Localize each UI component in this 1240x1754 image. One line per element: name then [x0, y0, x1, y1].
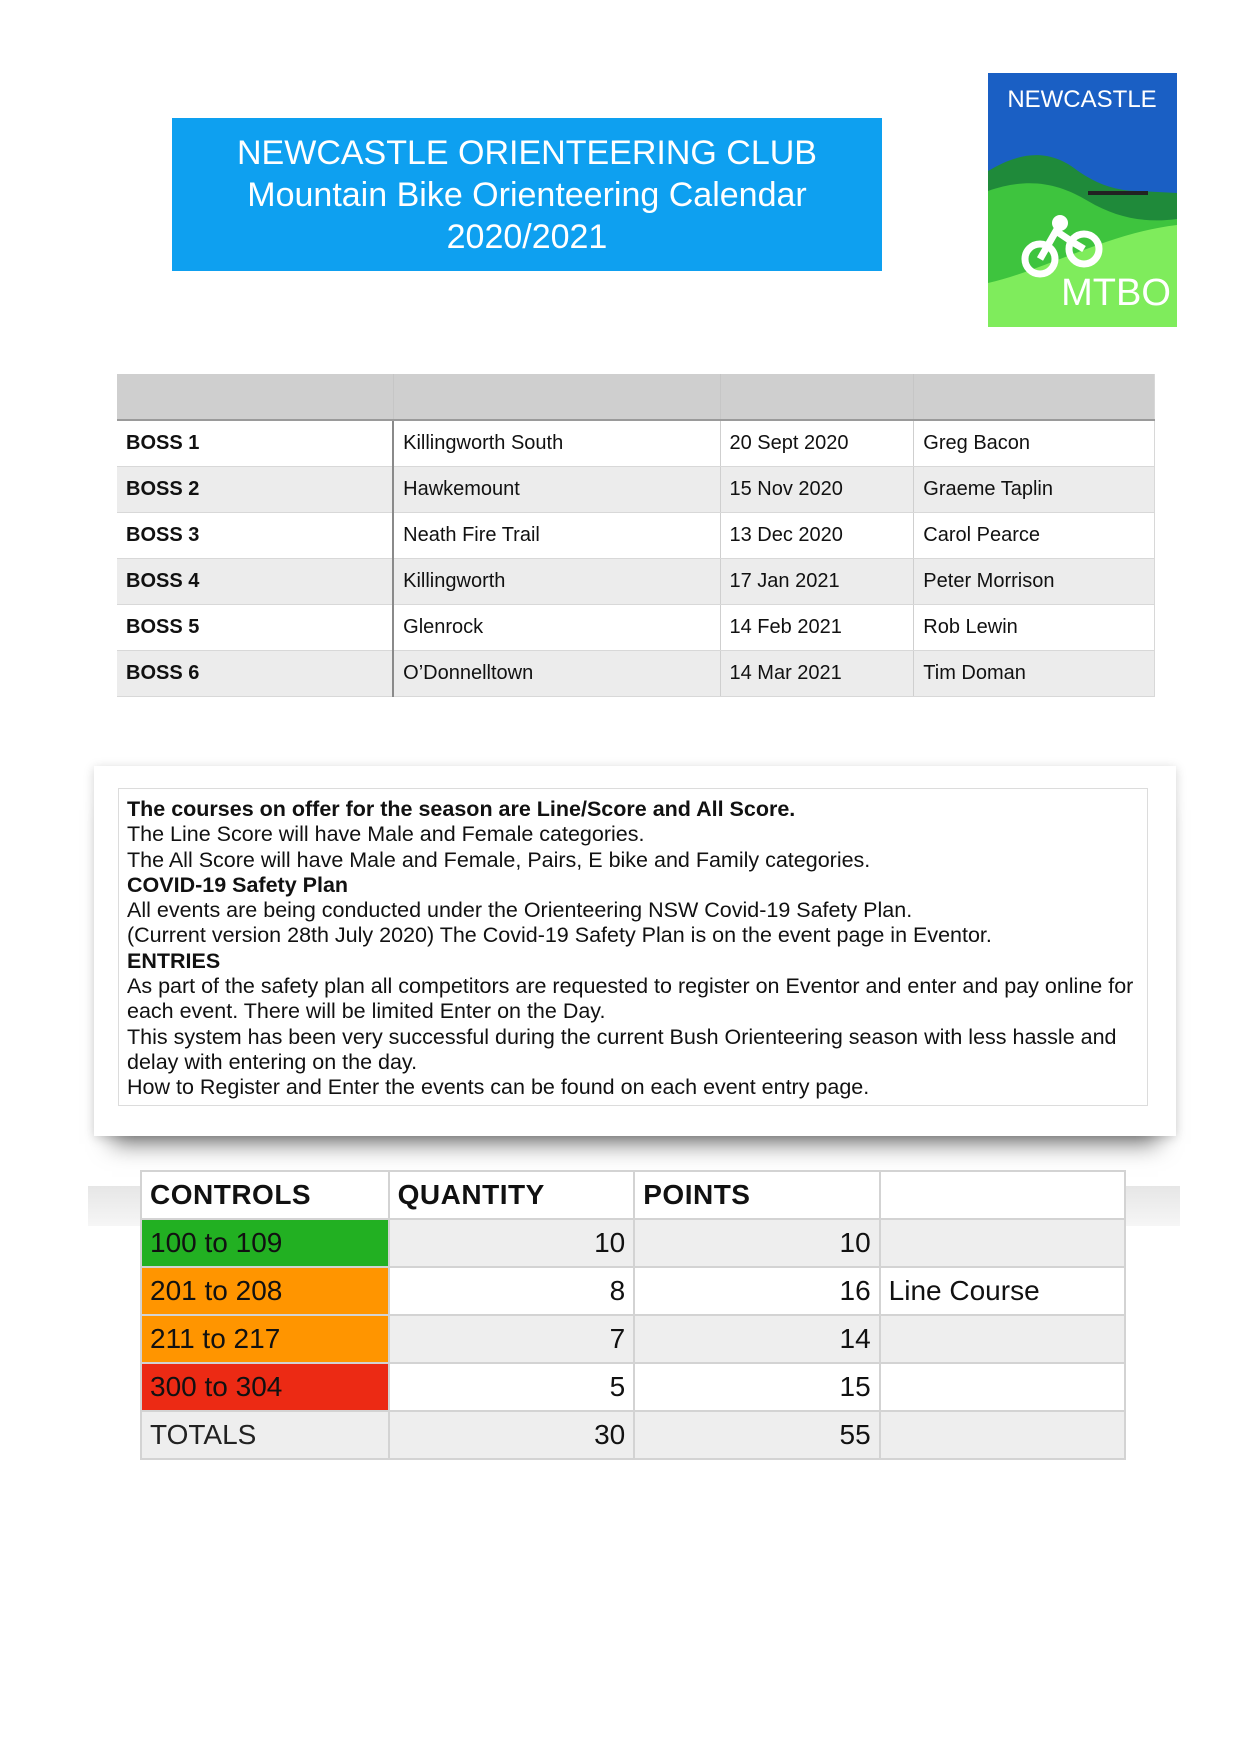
controls-header: CONTROLS — [141, 1171, 389, 1219]
control-range: 211 to 217 — [141, 1315, 389, 1363]
totals-note — [880, 1411, 1125, 1459]
control-note: Line Course — [880, 1267, 1125, 1315]
controls-table — [140, 1170, 1126, 1460]
control-quantity: 8 — [389, 1267, 635, 1315]
controls-totals-row — [141, 1411, 1125, 1459]
calendar-header-cell — [117, 374, 393, 420]
totals-points: 55 — [634, 1411, 879, 1459]
calendar-title: Mountain Bike Orienteering Calendar — [247, 175, 807, 214]
calendar-header-cell — [914, 374, 1155, 420]
event-venue: Killingworth — [393, 559, 720, 605]
logo-top-text: NEWCASTLE — [1007, 86, 1157, 113]
event-name: BOSS 4 — [117, 559, 393, 605]
event-organiser: Carol Pearce — [914, 513, 1155, 559]
event-date: 14 Feb 2021 — [720, 605, 914, 651]
quantity-header: QUANTITY — [389, 1171, 635, 1219]
controls-row — [141, 1315, 1125, 1363]
controls-row — [141, 1219, 1125, 1267]
controls-row — [141, 1363, 1125, 1411]
event-organiser: Greg Bacon — [914, 420, 1155, 467]
event-venue: Killingworth South — [393, 420, 720, 467]
control-quantity: 7 — [389, 1315, 635, 1363]
points-header: POINTS — [634, 1171, 879, 1219]
event-date: 15 Nov 2020 — [720, 467, 914, 513]
calendar-table — [117, 374, 1155, 697]
control-points: 14 — [634, 1315, 879, 1363]
control-range: 201 to 208 — [141, 1267, 389, 1315]
calendar-row — [117, 651, 1155, 697]
calendar-header-row — [117, 374, 1155, 420]
calendar-row — [117, 467, 1155, 513]
courses-heading: The courses on offer for the season are Line/Score and All Score. — [127, 797, 796, 821]
event-venue: Hawkemount — [393, 467, 720, 513]
event-name: BOSS 2 — [117, 467, 393, 513]
event-organiser: Tim Doman — [914, 651, 1155, 697]
control-points: 15 — [634, 1363, 879, 1411]
newcastle-mtbo-logo — [988, 73, 1177, 327]
event-name: BOSS 5 — [117, 605, 393, 651]
controls-row — [141, 1267, 1125, 1315]
event-name: BOSS 3 — [117, 513, 393, 559]
control-quantity: 10 — [389, 1219, 635, 1267]
event-venue: Glenrock — [393, 605, 720, 651]
event-venue: O’Donnelltown — [393, 651, 720, 697]
covid-heading: COVID-19 Safety Plan — [127, 872, 349, 897]
entries-text-3: How to Register and Enter the events can be found on each event entry page. — [127, 1075, 870, 1100]
covid-text-2: (Current version 28th July 2020) The Covid-19 Safety Plan is on the event page in Eventor. — [127, 923, 992, 948]
logo-graphic — [988, 73, 1177, 327]
event-organiser: Graeme Taplin — [914, 467, 1155, 513]
entries-text-1: As part of the safety plan all competitors are requested to register on Eventor and enter and pay online for each event. There will be limited Enter on the Day. — [127, 974, 1134, 1024]
entries-heading: ENTRIES — [127, 948, 221, 973]
info-text-box — [118, 788, 1148, 1106]
control-note — [880, 1315, 1125, 1363]
all-score-text: The All Score will have Male and Female, Pairs, E bike and Family categories. — [127, 847, 871, 872]
control-quantity: 5 — [389, 1363, 635, 1411]
covid-text-1: All events are being conducted under the Orienteering NSW Covid-19 Safety Plan. — [127, 898, 913, 923]
control-note — [880, 1219, 1125, 1267]
event-organiser: Peter Morrison — [914, 559, 1155, 605]
calendar-row — [117, 513, 1155, 559]
logo-bottom-text: MTBO — [1061, 272, 1171, 314]
control-range: 100 to 109 — [141, 1219, 389, 1267]
info-panel — [94, 766, 1176, 1136]
event-name: BOSS 1 — [117, 420, 393, 467]
season-year: 2020/2021 — [446, 217, 608, 256]
event-venue: Neath Fire Trail — [393, 513, 720, 559]
title-banner — [172, 118, 882, 271]
controls-header-row — [141, 1171, 1125, 1219]
logo-breakwater — [1088, 191, 1148, 195]
line-score-text: The Line Score will have Male and Female categories. — [127, 822, 645, 847]
club-name: NEWCASTLE ORIENTEERING CLUB — [237, 133, 817, 172]
calendar-header-cell — [393, 374, 720, 420]
control-range: 300 to 304 — [141, 1363, 389, 1411]
calendar-row — [117, 605, 1155, 651]
entries-text-2: This system has been very successful during the current Bush Orienteering season with less hassle and delay with entering on the day. — [127, 1024, 1117, 1074]
calendar-header-cell — [720, 374, 914, 420]
event-organiser: Rob Lewin — [914, 605, 1155, 651]
event-date: 17 Jan 2021 — [720, 559, 914, 605]
totals-label: TOTALS — [141, 1411, 389, 1459]
cyclist-head-icon — [1052, 215, 1068, 231]
note-header — [880, 1171, 1125, 1219]
calendar-row — [117, 420, 1155, 467]
totals-quantity: 30 — [389, 1411, 635, 1459]
event-name: BOSS 6 — [117, 651, 393, 697]
event-date: 13 Dec 2020 — [720, 513, 914, 559]
control-note — [880, 1363, 1125, 1411]
event-date: 14 Mar 2021 — [720, 651, 914, 697]
control-points: 16 — [634, 1267, 879, 1315]
calendar-row — [117, 559, 1155, 605]
event-date: 20 Sept 2020 — [720, 420, 914, 467]
control-points: 10 — [634, 1219, 879, 1267]
